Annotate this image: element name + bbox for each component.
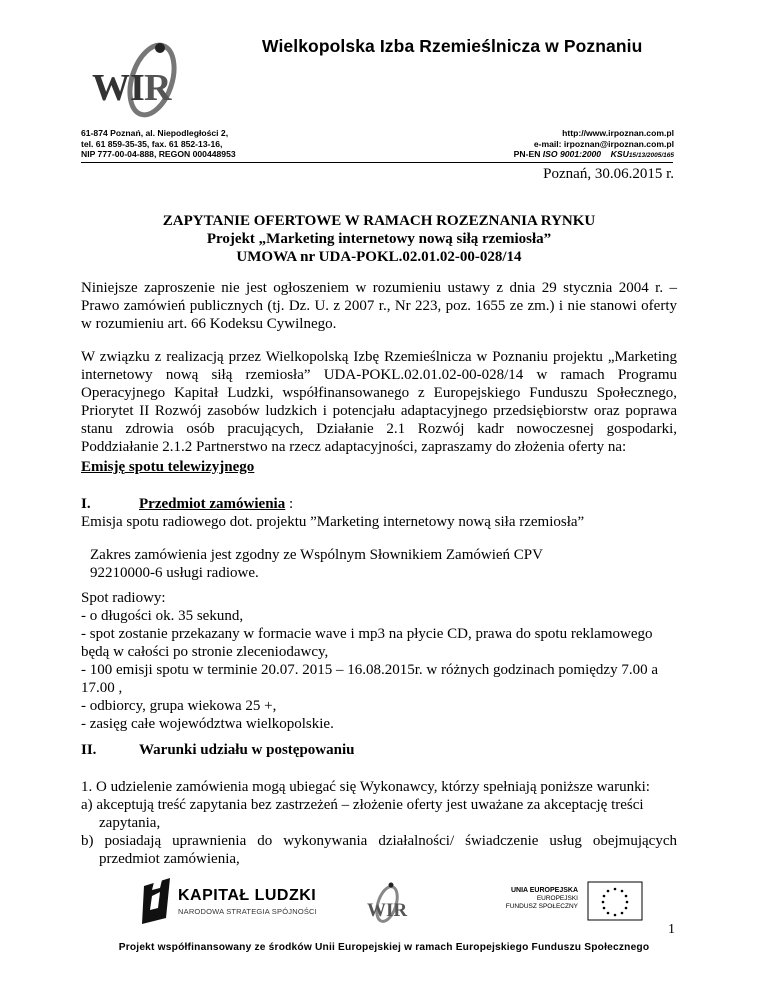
- section-2-number: II.: [81, 742, 97, 758]
- condition-a: a) akceptują treść zapytania bez zastrzeżeń – złożenie oferty jest uważane za akceptację treści zapytania,: [81, 797, 644, 831]
- phone-line: tel. 61 859-35-35, fax. 61 852-13-16,: [81, 138, 223, 149]
- condition-b: b) posiadają uprawnienia do wykonywania działalności/ świadczenie usług obejmujących przedmiot zamówienia,: [81, 833, 677, 867]
- wir-logo-small: [367, 883, 407, 924]
- kapital-ludzki-logo: [142, 878, 170, 924]
- svg-text:W: W: [92, 67, 130, 109]
- section-2-heading: Warunki udziału w postępowaniu: [139, 742, 355, 758]
- list-item: - o długości ok. 35 sekund,: [81, 608, 244, 624]
- title-line-1: ZAPYTANIE OFERTOWE W RAMACH ROZEZNANIA RYNKU: [162, 213, 596, 229]
- list-item: - odbiorcy, grupa wiekowa 25 +,: [81, 698, 277, 714]
- contact-block: [514, 128, 674, 162]
- page-number: 1: [668, 922, 675, 937]
- section-1-text: Emisja spotu radiowego dot. projektu ”Marketing internetowy nową siła rzemiosła”: [81, 514, 585, 530]
- list-item: - 100 emisji spotu w terminie 20.07. 2015 – 16.08.2015r. w różnych godzinach pomiędzy 7.00 a 17.00 ,: [81, 662, 658, 696]
- intro-paragraph: Niniejsze zaproszenie nie jest ogłoszeniem w rozumieniu ustawy z dnia 29 stycznia 2004 r. – Prawo zamówień publicznych (tj. Dz. U. z 2007 r., Nr 223, poz. 1655 ze zm.) i nie stanowi oferty w rozumieniu art. 66 Kodeksu Cywilnego.: [81, 280, 677, 332]
- header-divider: [81, 162, 673, 163]
- svg-text:R: R: [144, 67, 172, 109]
- svg-text:WIR: WIR: [367, 900, 408, 921]
- spot-spec: [81, 589, 677, 733]
- title-line-2: Projekt „Marketing internetowy nową siłą rzemiosła”: [206, 231, 552, 247]
- address-line: 61-874 Poznań, al. Niepodległości 2,: [81, 128, 229, 138]
- title-line-3: UMOWA nr UDA-POKL.02.01.02-00-028/14: [236, 249, 522, 265]
- svg-text:I: I: [130, 67, 145, 109]
- cpv-block: [90, 546, 650, 582]
- project-paragraph: W związku z realizacją przez Wielkopolską Izbę Rzemieślnicza w Poznaniu projektu „Marketing internetowy nową siłą rzemiosła” UDA-POKL.02.01.02-00-028/14 w ramach Programu Operacyjnego Kapitał Ludzki, współfinansowanego z Europejskiego Funduszu Społecznego, Priorytet II Rozwój zasobów ludzkich i potencjału adaptacyjnego przedsiębiorstw oraz poprawa stanu zdrowia osób pracujących, Działanie 2.1 Rozwój kadr nowoczesnej gospodarki, Poddziałanie 2.1.2 Partnerstwo na rzecz adaptacyjności, zapraszamy do złożenia oferty na:: [81, 349, 677, 455]
- wir-logo: [88, 42, 198, 122]
- nip-line: NIP 777-00-04-888, REGON 000448953: [81, 149, 236, 160]
- list-item: - spot zostanie przekazany w formacie wave i mp3 na płycie CD, prawa do spotu reklamowego będą w całości po stronie zleceniodawcy,: [81, 626, 653, 660]
- document-date: Poznań, 30.06.2015 r.: [543, 166, 674, 182]
- cpv-line-2: 92210000-6 usługi radiowe.: [90, 565, 259, 581]
- section-2: [81, 741, 677, 759]
- section-1: I. Przedmiot zamówienia : Emisja spotu radiowego dot. projektu ”Marketing internetowy nową siła rzemiosła”: [81, 495, 677, 531]
- org-name: Wielkopolska Izba Rzemieślnicza w Poznaniu: [262, 36, 643, 56]
- cofinance-note: Projekt współfinansowany ze środków Unii Europejskiej w ramach Europejskiego Funduszu Społecznego: [118, 942, 650, 953]
- website-link[interactable]: http://www.irpoznan.com.pl: [562, 128, 674, 138]
- section-1-number: I.: [81, 496, 91, 512]
- address-block: [81, 128, 236, 160]
- offer-subject-heading: Emisję spotu telewizyjnego: [81, 459, 255, 475]
- eu-label: UNIA EUROPEJSKA EUROPEJSKI FUNDUSZ SPOŁECZNY: [505, 887, 578, 910]
- kapital-ludzki-title: KAPITAŁ LUDZKI: [178, 887, 317, 904]
- email-link[interactable]: e-mail: irpoznan@irpoznan.com.pl: [533, 138, 674, 149]
- cpv-line-1: Zakres zamówienia jest zgodny ze Wspólnym Słownikiem Zamówień CPV: [90, 547, 543, 563]
- spot-heading: Spot radiowy:: [81, 590, 166, 606]
- condition-1: 1. O udzielenie zamówienia mogą ubiegać się Wykonawcy, którzy spełniają poniższe warunki:: [81, 779, 650, 795]
- iso-line: PN-EN ISO 9001:2000 KSU15/13/2005/165: [513, 149, 674, 160]
- conditions-list: [81, 778, 677, 868]
- kapital-ludzki-subtitle: NARODOWA STRATEGIA SPÓJNOŚCI: [178, 907, 317, 916]
- section-1-heading: Przedmiot zamówienia: [139, 496, 286, 512]
- eu-flag-icon: [588, 882, 642, 920]
- document-title: [81, 212, 677, 266]
- list-item: - zasięg całe województwa wielkopolskie.: [81, 716, 334, 732]
